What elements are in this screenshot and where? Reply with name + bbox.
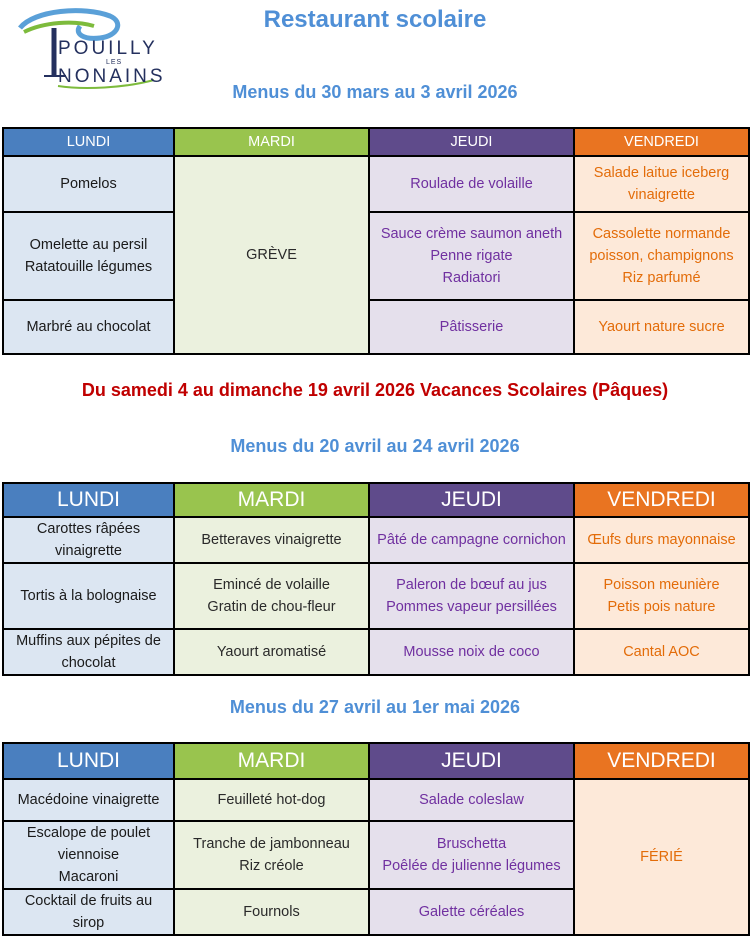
week2-vendredi-starter: Œufs durs mayonnaise	[574, 517, 749, 563]
week2-mardi-main: Emincé de volaille Gratin de chou-fleur	[174, 563, 369, 629]
week3-mardi-starter: Feuilleté hot-dog	[174, 779, 369, 821]
week3-header-jeudi: JEUDI	[369, 743, 574, 779]
week1-header-lundi: LUNDI	[3, 128, 174, 156]
week1-lundi-dessert: Marbré au chocolat	[3, 300, 174, 354]
week1-jeudi-main: Sauce crème saumon aneth Penne rigate Radiatori	[369, 212, 574, 300]
week2-header-mardi: MARDI	[174, 483, 369, 517]
week3-heading: Menus du 27 avril au 1er mai 2026	[229, 697, 521, 717]
week2-jeudi-starter: Pâté de campagne cornichon	[369, 517, 574, 563]
week3-jeudi-main: Bruschetta Poêlée de julienne légumes	[369, 821, 574, 889]
week2-lundi-starter: Carottes râpées vinaigrette	[3, 517, 174, 563]
logo-text-line1: POUILLY	[58, 38, 158, 59]
week2-lundi-main: Tortis à la bolognaise	[3, 563, 174, 629]
week3-jeudi-dessert: Galette céréales	[369, 889, 574, 935]
logo-text-line2: LES	[106, 59, 123, 66]
week2-header-lundi: LUNDI	[3, 483, 174, 517]
week1-vendredi-starter: Salade laitue iceberg vinaigrette	[574, 156, 749, 212]
week1-jeudi-starter: Roulade de volaille	[369, 156, 574, 212]
week3-lundi-main: Escalope de poulet viennoise Macaroni	[3, 821, 174, 889]
week3-lundi-dessert: Cocktail de fruits au sirop	[3, 889, 174, 935]
week3-vendredi-holiday: FÉRIÉ	[574, 779, 749, 935]
week1-menu-table	[2, 127, 750, 355]
week3-header-vendredi: VENDREDI	[574, 743, 749, 779]
week2-header-vendredi: VENDREDI	[574, 483, 749, 517]
week2-menu-table	[2, 482, 750, 676]
week1-jeudi-dessert: Pâtisserie	[369, 300, 574, 354]
week2-jeudi-main: Paleron de bœuf au jus Pommes vapeur persillées	[369, 563, 574, 629]
week2-vendredi-main: Poisson meunière Petis pois nature	[574, 563, 749, 629]
week1-heading: Menus du 30 mars au 3 avril 2026	[232, 82, 518, 102]
week2-mardi-starter: Betteraves vinaigrette	[174, 517, 369, 563]
week3-lundi-starter: Macédoine vinaigrette	[3, 779, 174, 821]
week1-header-jeudi: JEUDI	[369, 128, 574, 156]
week1-mardi-strike: GRÈVE	[174, 156, 369, 354]
week2-mardi-dessert: Yaourt aromatisé	[174, 629, 369, 675]
logo-text-line3: NONAINS	[58, 66, 166, 87]
week3-header-lundi: LUNDI	[3, 743, 174, 779]
week1-vendredi-main: Cassolette normande poisson, champignons Riz parfumé	[574, 212, 749, 300]
week2-header-jeudi: JEUDI	[369, 483, 574, 517]
week2-heading: Menus du 20 avril au 24 avril 2026	[230, 436, 520, 456]
week3-mardi-main: Tranche de jambonneau Riz créole	[174, 821, 369, 889]
week2-lundi-dessert: Muffins aux pépites de chocolat	[3, 629, 174, 675]
week1-header-vendredi: VENDREDI	[574, 128, 749, 156]
week1-lundi-starter: Pomelos	[3, 156, 174, 212]
holiday-notice: Du samedi 4 au dimanche 19 avril 2026 Vacances Scolaires (Pâques)	[81, 380, 669, 400]
page-title: Restaurant scolaire	[263, 6, 487, 33]
week1-lundi-main: Omelette au persil Ratatouille légumes	[3, 212, 174, 300]
week2-vendredi-dessert: Cantal AOC	[574, 629, 749, 675]
week3-mardi-dessert: Fournols	[174, 889, 369, 935]
week3-menu-table	[2, 742, 750, 936]
week3-jeudi-starter: Salade coleslaw	[369, 779, 574, 821]
week1-vendredi-dessert: Yaourt nature sucre	[574, 300, 749, 354]
week1-header-mardi: MARDI	[174, 128, 369, 156]
week3-header-mardi: MARDI	[174, 743, 369, 779]
week2-jeudi-dessert: Mousse noix de coco	[369, 629, 574, 675]
